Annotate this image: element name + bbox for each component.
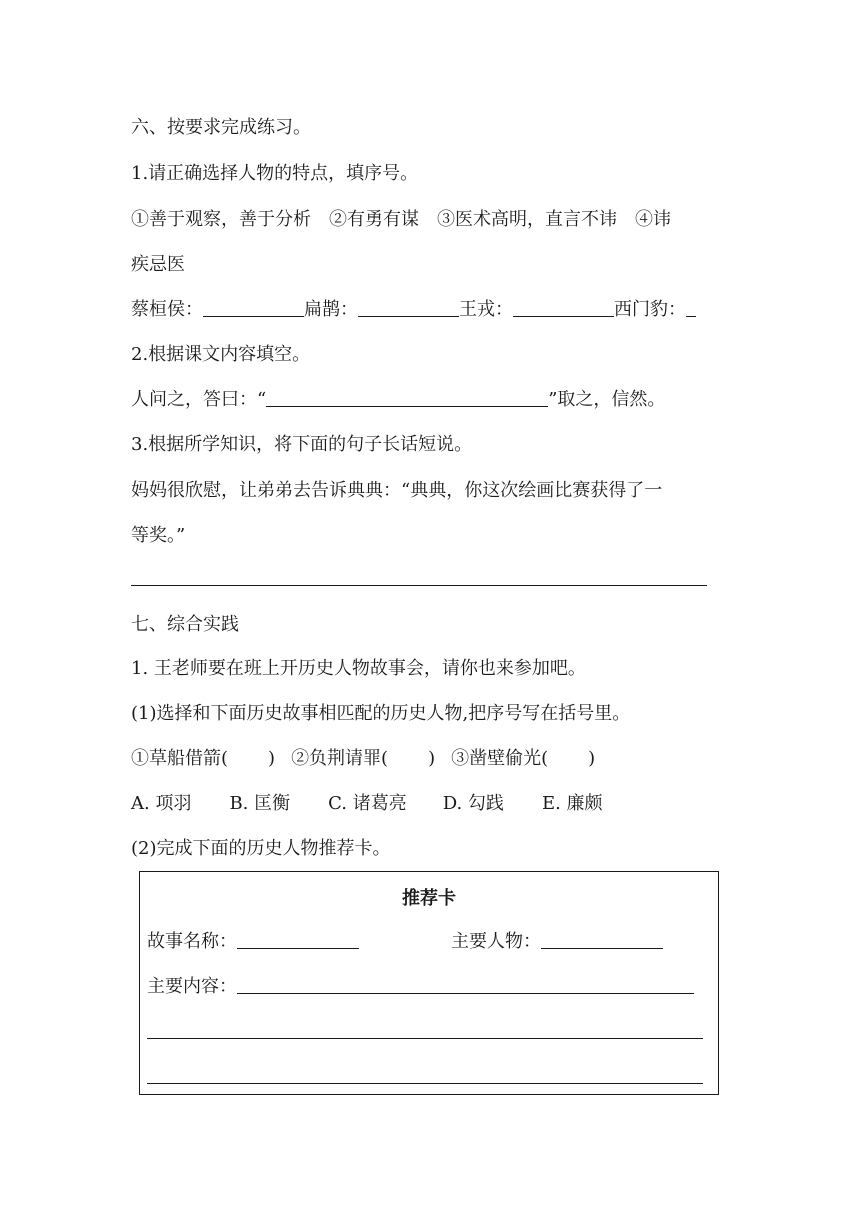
name-label-ximen: 西门豹： xyxy=(614,299,686,320)
name-label-wang: 王戎： xyxy=(459,299,513,320)
story-close-paren: ) xyxy=(428,748,436,769)
q2-fill-line xyxy=(131,388,665,412)
answer-blank-bian[interactable] xyxy=(358,298,459,317)
story-item: ②负荆请罪( xyxy=(291,748,389,769)
content-line[interactable] xyxy=(147,1083,703,1084)
recommendation-card xyxy=(139,871,719,1095)
q3-answer-line[interactable] xyxy=(131,585,707,586)
story-item: ①草船借箭( xyxy=(131,748,229,769)
q1-answer-line xyxy=(131,298,696,322)
card-title: 推荐卡 xyxy=(402,888,456,909)
figure-option: B. 匡衡 xyxy=(229,793,291,814)
name-label-bian: 扁鹊： xyxy=(304,299,358,320)
figures-line xyxy=(131,792,603,816)
story-close-paren: ) xyxy=(268,748,276,769)
figure-option: D. 勾践 xyxy=(442,793,504,814)
section-7-heading: 七、综合实践 xyxy=(131,614,239,635)
answer-blank-wang[interactable] xyxy=(513,298,614,317)
section-6-heading: 六、按要求完成练习。 xyxy=(131,117,311,138)
s7-sub1-prompt: (1)选择和下面历史故事相匹配的历史人物,把序号写在括号里。 xyxy=(131,703,631,724)
main-content-blank[interactable] xyxy=(237,975,694,994)
q3-sentence-line1: 妈妈很欣慰，让弟弟去告诉典典：“典典，你这次绘画比赛获得了一 xyxy=(131,480,663,501)
name-label-cai: 蔡桓侯： xyxy=(131,299,203,320)
content-line[interactable] xyxy=(147,1038,703,1039)
answer-blank-cai[interactable] xyxy=(203,298,304,317)
main-person-label: 主要人物： xyxy=(451,931,541,952)
q3-sentence-line2: 等奖。” xyxy=(131,525,186,546)
main-content-row xyxy=(147,975,694,999)
stories-line xyxy=(131,747,595,771)
s7-sub2-prompt: (2)完成下面的历史人物推荐卡。 xyxy=(131,838,391,859)
story-close-paren: ) xyxy=(588,748,596,769)
q1-options-line2: 疾忌医 xyxy=(131,254,185,275)
q2-answer-blank[interactable] xyxy=(266,388,548,407)
q2-prompt: 2.根据课文内容填空。 xyxy=(131,344,311,365)
q1-options-line1: ①善于观察，善于分析 ②有勇有谋 ③医术高明，直言不讳 ④讳 xyxy=(131,209,671,230)
q1-prompt: 1.请正确选择人物的特点，填序号。 xyxy=(131,163,419,184)
story-name-blank[interactable] xyxy=(237,930,359,949)
story-name-label: 故事名称： xyxy=(147,931,237,952)
main-person-blank[interactable] xyxy=(541,930,663,949)
story-name-row xyxy=(147,930,359,954)
figure-option: A. 项羽 xyxy=(131,793,192,814)
figure-option: C. 诸葛亮 xyxy=(328,793,407,814)
story-item: ③凿壁偷光( xyxy=(451,748,549,769)
q3-prompt: 3.根据所学知识，将下面的句子长话短说。 xyxy=(131,434,473,455)
main-content-label: 主要内容： xyxy=(147,976,237,997)
q2-after-text: ”取之，信然。 xyxy=(548,389,666,410)
answer-blank-ximen[interactable] xyxy=(686,298,696,317)
s7-q1-prompt: 1. 王老师要在班上开历史人物故事会，请你也来参加吧。 xyxy=(131,658,586,679)
q2-before-text: 人问之，答曰：“ xyxy=(131,389,267,410)
main-person-row xyxy=(451,930,663,954)
figure-option: E. 廉颇 xyxy=(541,793,603,814)
